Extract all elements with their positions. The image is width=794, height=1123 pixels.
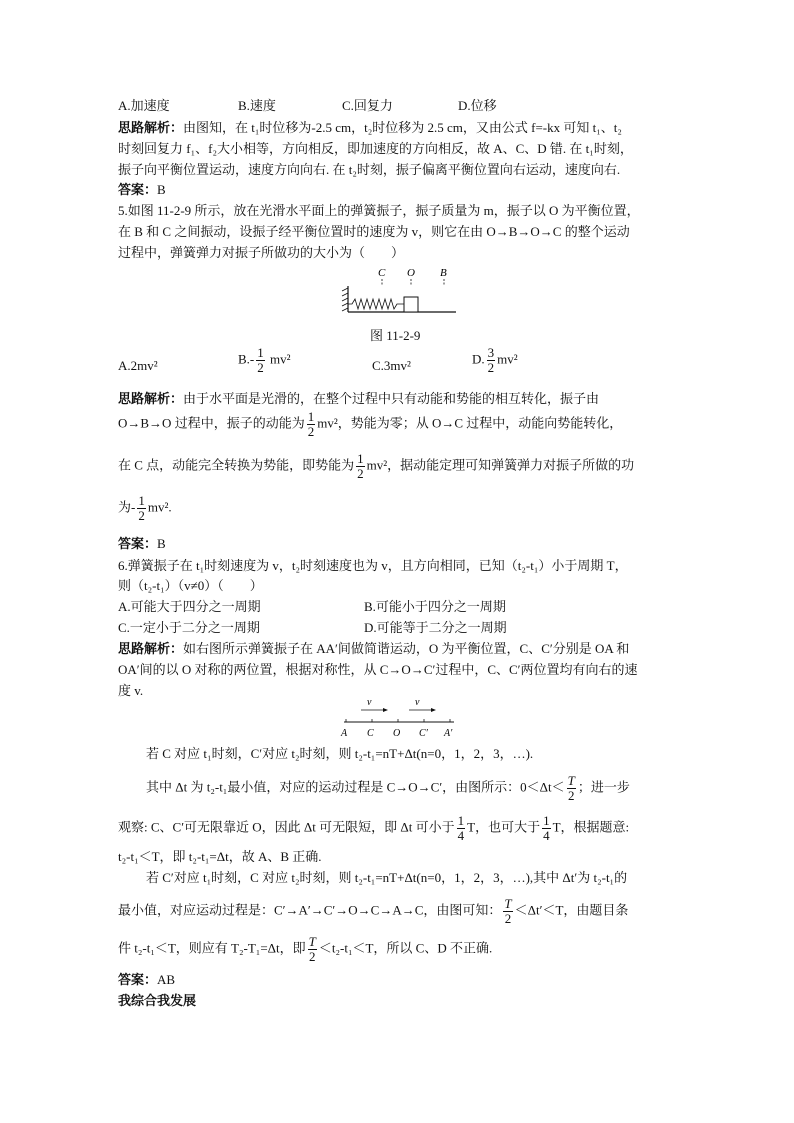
q6-paragraph1: 若 C 对应 t₁时刻，C′对应 t₂时刻，则 t₂-t₁=nT+Δt(n=0，1，2，3，…). — [146, 746, 534, 761]
spring — [348, 299, 404, 309]
fig-label-o: O — [407, 267, 415, 279]
point-c: C — [367, 728, 374, 739]
q5-analysis-line1: 思路解析：由于水平面是光滑的，在整个过程中只有动能和势能的相互转化，振子由 — [118, 391, 600, 406]
figure-caption: 图 11-2-9 — [370, 328, 421, 343]
oscillator-block — [404, 297, 418, 312]
q5-analysis-line3: 在 C 点，动能完全转换为势能，即势能为 $\frac{1}{2}$ mv²，据动能定理可知弹簧弹力对振子所做的功 — [118, 451, 635, 481]
fraction-t-over-2: $\frac{T}{2}$ — [308, 934, 316, 964]
spring-oscillator-figure — [336, 264, 466, 324]
q6-option-b: B.可能小于四分之一周期 — [364, 599, 506, 614]
q6-option-a: A.可能大于四分之一周期 — [118, 599, 261, 614]
q4-answer: 答案：B — [118, 182, 166, 197]
q5-stem-line3: 过程中，弹簧弹力对振子所做功的大小为（ ） — [118, 245, 405, 260]
q6-analysis-line1: 思路解析：如右图所示弹簧振子在 AA′间做简谐运动，O 为平衡位置，C、C′分别是 OA 和 — [118, 641, 630, 656]
q6-analysis-line2: OA′间的以 O 对称的两位置，根据对称性，从 C→O→C′过程中，C、C′两位置均有向右的速 — [118, 662, 638, 677]
velocity-label: v — [415, 697, 420, 708]
point-o: O — [393, 728, 401, 739]
q4-analysis-line1: 思路解析：由图知，在 t₁时位移为-2.5 cm，t₂时位移为 2.5 cm，又由公式 f=-kx 可知 t₁、t₂ — [118, 120, 622, 135]
q5-analysis-line2: O→B→O 过程中，振子的动能为 $\frac{1}{2}$ mv²，势能为零；从 O→C 过程中，动能向势能转化， — [118, 409, 623, 439]
fraction-half: $\frac{1}{2}$ — [138, 493, 145, 523]
q5-stem-line2: 在 B 和 C 之间振动，设振子经平衡位置时的速度为 v，则它在由 O→B→O→C 的整个运动 — [118, 224, 630, 239]
q5-option-a: A.2mv² — [118, 358, 158, 373]
point-a-prime: A′ — [444, 728, 453, 739]
q6-analysis-line3: 度 v. — [118, 683, 144, 698]
q5-option-b: B.- $\frac{1}{2}$ mv² — [238, 345, 291, 375]
point-c-prime: C′ — [419, 728, 428, 739]
section-title: 我综合我发展 — [118, 993, 197, 1008]
q6-paragraph4: t₂-t₁＜T，即 t₂-t₁=Δt，故 A、B 正确. — [118, 849, 322, 864]
fraction-quarter: $\frac{1}{4}$ — [543, 813, 550, 843]
fraction-three-halves: $\frac{3}{2}$ — [487, 345, 495, 375]
velocity-label: v — [367, 697, 372, 708]
q6-paragraph2: 其中 Δt 为 t₂-t₁最小值，对应的运动过程是 C→O→C′，由图所示：0＜Δt＜ $\frac{T}{2}$ ；进一步 — [146, 773, 630, 803]
q6-stem-line1: 6.弹簧振子在 t₁时刻速度为 v，t₂时刻速度也为 v，且方向相同，已知（t₂-t₁）小于周期 T， — [118, 558, 628, 573]
q4-option-b: B.速度 — [238, 98, 276, 113]
q4-option-a: A.加速度 — [118, 98, 170, 113]
q6-paragraph3: 观察: C、C′可无限靠近 O，因此 Δt 可无限短，即 Δt 可小于 $\frac{1}{4}$ T，也可大于 $\frac{1}{4}$ T，根据题意: — [118, 813, 630, 843]
fraction-quarter: $\frac{1}{4}$ — [457, 813, 465, 843]
q4-analysis-line3: 振子向平衡位置运动，速度方向向右. 在 t₂时刻，振子偏离平衡位置向右运动，速度向右. — [118, 162, 621, 177]
q5-answer: 答案：B — [118, 536, 166, 551]
q5-stem-line1: 5.如图 11-2-9 所示，放在光滑水平面上的弹簧振子，振子质量为 m，振子以 O 为平衡位置， — [118, 203, 640, 218]
q6-answer: 答案：AB — [118, 972, 176, 987]
analysis-label: 思路解析： — [118, 120, 184, 135]
q6-paragraph5: 若 C′对应 t₁时刻，C 对应 t₂时刻，则 t₂-t₁=nT+Δt(n=0，1，2，3，…),其中 Δt′为 t₂-t₁的 — [146, 870, 628, 885]
velocity-arrow — [431, 708, 436, 712]
q4-analysis-line2: 时刻回复力 f₁、f₂大小相等，方向相反，即加速度的方向相反，故 A、C、D 错. 在 t₁时刻， — [118, 141, 633, 156]
wall-hatching — [342, 288, 348, 311]
q4-option-c: C.回复力 — [342, 98, 393, 113]
q4-option-d: D.位移 — [458, 98, 497, 113]
fraction-t-over-2: $\frac{T}{2}$ — [504, 896, 512, 926]
q6-paragraph6: 最小值，对应运动过程是：C′→A′→C′→O→C→A→C，由图可知： $\frac{T}{2}$ ＜Δt′＜T，由题目条 — [118, 896, 629, 926]
q5-analysis-line4: 为- $\frac{1}{2}$ mv². — [118, 493, 172, 523]
q6-option-c: C.一定小于二分之一周期 — [118, 620, 260, 635]
q6-stem-line2: 则（t₂-t₁）（v≠0）（ ） — [118, 578, 263, 593]
q6-option-d: D.可能等于二分之一周期 — [364, 620, 507, 635]
fraction-half: $\frac{1}{2}$ — [257, 345, 264, 375]
fraction-half: $\frac{1}{2}$ — [357, 451, 364, 481]
position-axis-figure — [336, 694, 466, 740]
q5-option-d: D. $\frac{3}{2}$ mv² — [472, 345, 518, 375]
fraction-t-over-2: $\frac{T}{2}$ — [567, 773, 575, 803]
q5-option-c: C.3mv² — [372, 358, 411, 373]
fig-label-c: C — [378, 267, 386, 279]
fraction-half: $\frac{1}{2}$ — [307, 409, 315, 439]
q6-paragraph7: 件 t₂-t₁＜T，则应有 T₂-T₁=Δt，即 $\frac{T}{2}$ ＜t₂-t₁＜T，所以 C、D 不正确. — [118, 934, 493, 964]
fig-label-b: B — [440, 267, 447, 279]
velocity-arrow — [383, 708, 388, 712]
point-a: A — [341, 728, 348, 739]
